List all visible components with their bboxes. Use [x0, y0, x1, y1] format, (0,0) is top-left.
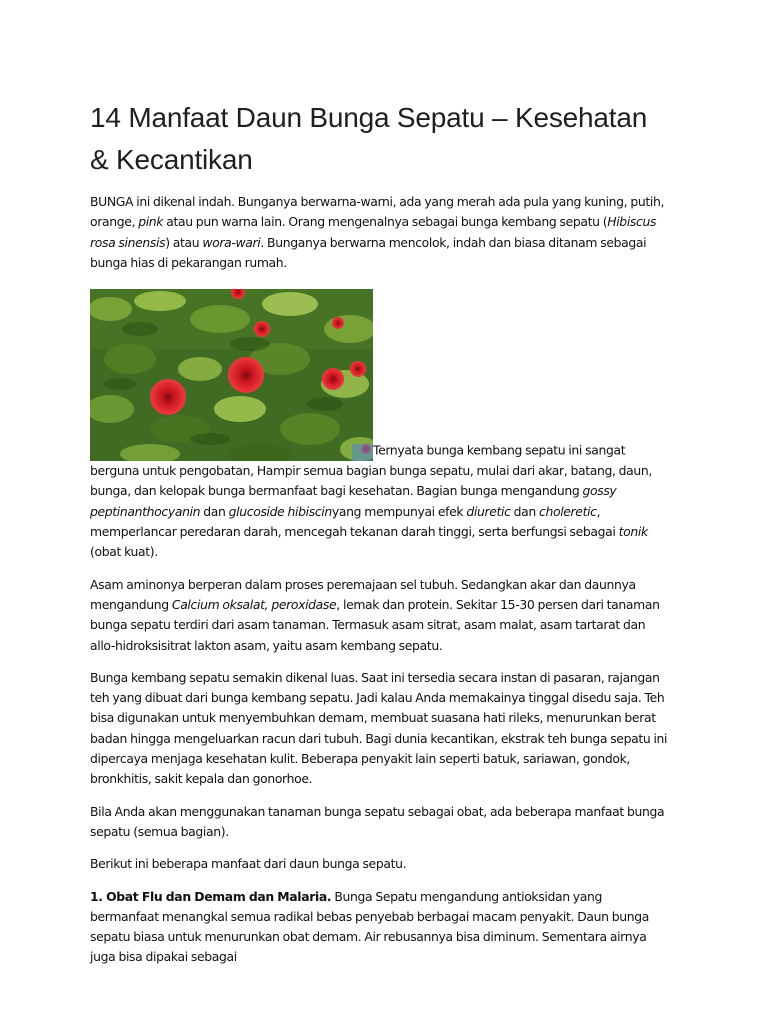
text-span: (obat kuat).	[90, 544, 158, 560]
paragraph-amino-acid	[90, 575, 670, 656]
italic-term: gossy peptinanthocyanin	[90, 483, 617, 519]
flower-2	[228, 357, 264, 393]
text-span: Asam aminonya berperan dalam proses peremajaan sel tubuh. Sedangkan akar dan daunnya mengandung	[90, 576, 636, 612]
italic-term: wora-wari	[202, 234, 261, 250]
italic-term: pink	[138, 214, 164, 230]
intro-paragraph	[90, 192, 670, 273]
italic-term: Hibiscus rosa sinensis	[90, 214, 657, 250]
benefit-heading: 1. Obat Flu dan Demam dan Malaria.	[90, 888, 332, 904]
text-span: dan	[510, 503, 539, 519]
italic-term: diuretic	[466, 503, 511, 519]
benefit-item-1	[90, 887, 670, 968]
flower-1	[150, 379, 186, 415]
text-span: ) atau	[165, 234, 203, 250]
italic-term: glucoside hibiscin	[228, 503, 332, 519]
text-span: Ternyata bunga kembang sepatu ini sangat berguna untuk pengobatan, Hampir semua bagian bunga sepatu, mulai dari akar, batang, daun, bunga, dan kelopak bunga bermanfaat bagi kesehatan. Bagian bunga mengandung	[90, 442, 653, 499]
article-title: 14 Manfaat Daun Bunga Sepatu – Kesehatan & Kecantikan	[90, 102, 648, 175]
italic-term: choleretic	[539, 503, 597, 519]
text-span: , lemak dan protein. Sekitar 15-30 persen dari tanaman bunga sepatu terdiri dari asam tanaman. Termasuk asam sitrat, asam malat, asam tartarat dan allo-hidroksisitrat lakton asam, yaitu asam kembang sepatu.	[90, 596, 660, 653]
paragraph-list-intro: Berikut ini beberapa manfaat dari daun bunga sepatu.	[90, 856, 407, 872]
text-span: atau pun warna lain. Orang mengenalnya sebagai bunga kembang sepatu (	[163, 214, 608, 230]
paragraph-usage: Bila Anda akan menggunakan tanaman bunga sepatu sebagai obat, ada beberapa manfaat bunga sepatu (semua bagian).	[90, 803, 665, 839]
document-page	[90, 97, 670, 968]
text-span: BUNGA ini dikenal indah. Bunganya berwarna-warni, ada yang merah ada pula yang kuning, putih, orange,	[90, 194, 665, 230]
text-span: dan	[200, 503, 229, 519]
italic-term: tonik	[618, 524, 648, 540]
benefit-text: Bunga Sepatu mengandung antioksidan yang bermanfaat menangkal semua radikal bebas penyebab berbagai macam penyakit. Daun bunga sepatu biasa untuk menurunkan obat demam. Air rebusannya bisa diminum. Sementara airnya juga bisa dipakai sebagai	[90, 888, 650, 965]
text-span: . Bunganya berwarna mencolok, indah dan biasa ditanam sebagai bunga hias di pekarangan rumah.	[90, 234, 647, 270]
text-span: yang mempunyai efek	[331, 503, 467, 519]
hibiscus-photo	[90, 289, 373, 461]
paragraph-tea: Bunga kembang sepatu semakin dikenal luas. Saat ini tersedia secara instan di pasaran, rajangan teh yang dibuat dari bunga kembang sepatu. Jadi kalau Anda memakainya tinggal disedu saja. Teh bisa digunakan untuk menyembuhkan demam, membuat suasana hati rileks, menurunkan berat badan hingga mengeluarkan racun dari tubuh. Bagi dunia kecantikan, ekstrak teh bunga sepatu ini dipercaya menjaga kesehatan kulit. Beberapa penyakit lain seperti batuk, sariawan, gondok, bronkhitis, sakit kepala dan gonorhoe.	[90, 669, 668, 787]
text-span: , memperlancar peredaran darah, mencegah tekanan darah tinggi, serta berfungsi sebagai	[90, 503, 619, 540]
photo-with-paragraph	[90, 289, 670, 562]
italic-term: Calcium oksalat, peroxidase	[171, 596, 337, 612]
